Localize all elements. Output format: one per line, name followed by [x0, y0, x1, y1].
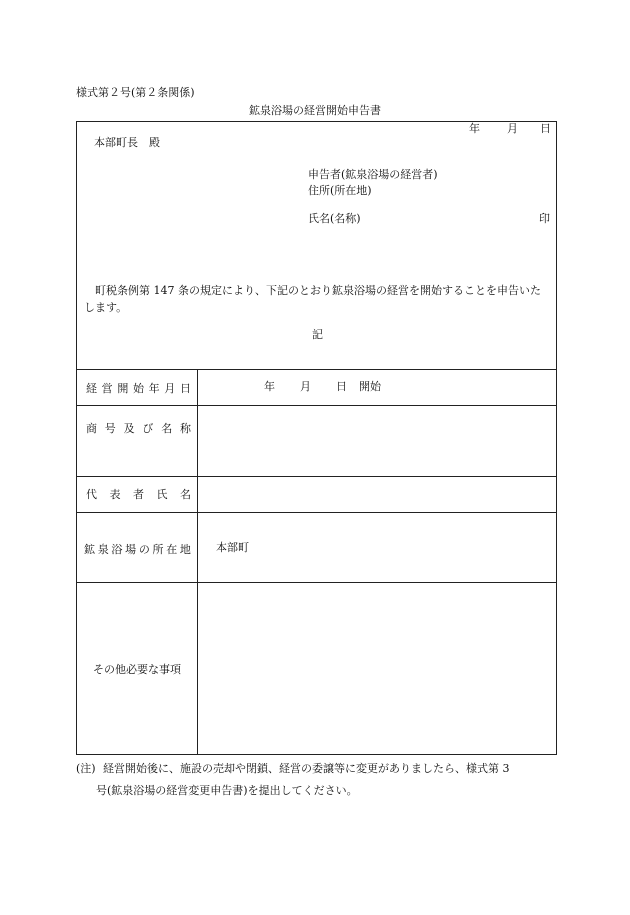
table-row-label — [77, 541, 197, 557]
applicant-heading: 申告者(鉱泉浴場の経営者) — [308, 168, 438, 181]
table-column-divider — [197, 369, 198, 754]
form-frame — [76, 121, 557, 755]
form-title: 鉱泉浴場の経営開始申告書 — [249, 104, 381, 117]
start-date-year: 年 — [264, 380, 275, 393]
table-rule-1 — [77, 405, 556, 406]
label-other-matters: その他必要な事項 — [93, 663, 181, 676]
date-day: 日 — [540, 122, 551, 135]
addressee: 本部町長 殿 — [94, 136, 160, 149]
applicant-address-label: 住所(所在地) — [308, 184, 372, 197]
start-date-suffix: 開始 — [359, 380, 381, 393]
table-top-rule — [77, 369, 556, 370]
table-row-label — [77, 420, 197, 436]
footnote-mark: (注) — [76, 762, 96, 775]
label-location: 鉱 泉 浴 場 の 所 在 地 — [84, 543, 191, 556]
table-rule-2 — [77, 476, 556, 477]
date-year: 年 — [469, 122, 480, 135]
table-row-label — [77, 486, 197, 502]
label-trade-name: 商 号 及 び 名 称 — [86, 422, 191, 435]
label-representative: 代 表 者 氏 名 — [86, 488, 191, 501]
form-number: 様式第２号(第２条関係) — [76, 86, 195, 99]
footnote-line-2: 号(鉱泉浴場の経営変更申告書)を提出してください。 — [96, 784, 358, 797]
footnote-line-1: 経営開始後に、施設の売却や閉鎖、経営の委譲等に変更がありましたら、様式第 3 — [103, 762, 510, 775]
seal-mark: 印 — [539, 212, 550, 225]
table-rule-3 — [77, 512, 556, 513]
location-value: 本部町 — [216, 541, 249, 554]
applicant-name-label: 氏名(名称) — [308, 212, 361, 225]
table-rule-4 — [77, 582, 556, 583]
start-date-day: 日 — [336, 380, 347, 393]
declaration-text: 町税条例第 147 条の規定により、下記のとおり鉱泉浴場の経営を開始することを申告いたします。 — [84, 284, 541, 314]
start-date-month: 月 — [300, 380, 311, 393]
ki-mark: 記 — [312, 328, 323, 341]
date-month: 月 — [507, 122, 518, 135]
footnote — [76, 758, 557, 802]
label-start-date: 経 営 開 始 年 月 日 — [86, 382, 191, 395]
table-row-label — [77, 380, 197, 396]
